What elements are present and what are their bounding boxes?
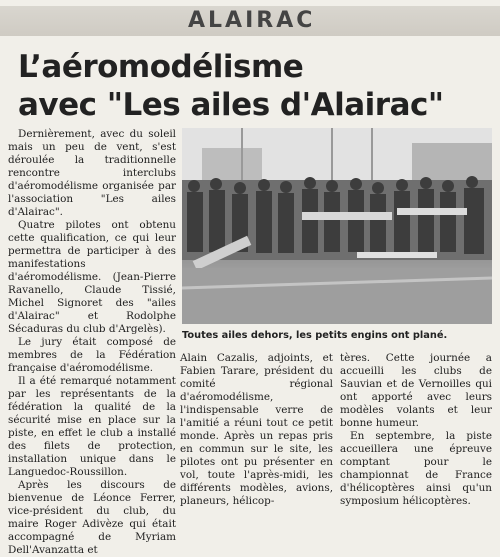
kicker-town: ALAIRAC bbox=[188, 8, 316, 33]
article-column-right bbox=[340, 352, 492, 508]
headline-line-2: avec "Les ailes d'Alairac" bbox=[18, 87, 444, 123]
headline bbox=[18, 48, 488, 124]
paragraph: Il a été remarqué notamment par les représentants de la fédération la qualité de la sécurité mise en place sur la piste, en effet le club a installé des filets de protection, installation unique dans le Languedoc-Roussillon. bbox=[8, 375, 176, 478]
paragraph: En septembre, la piste accueillera une épreuve comptant pour le championnat de France d'hélicoptères ainsi qu'un symposium hélicoptères. bbox=[340, 430, 492, 507]
paragraph: Quatre pilotes ont obtenu cette qualification, ce qui leur permettra de participer à des manifestations d'aéromodélisme. (Jean-Pierre Ravanello, Claude Tissié, Michel Signoret des "ailes d'Alairac" et Rodolphe Sécaduras du club d'Argelès). bbox=[8, 219, 176, 335]
paragraph: tères. Cette journée a accueilli les clubs de Sauvian et de Vernoilles qui ont apporté avec leurs modèles volants et leur bonne humeur. bbox=[340, 352, 492, 429]
photo-illustration bbox=[182, 128, 492, 324]
article-column-left bbox=[8, 128, 176, 557]
paragraph: Dernièrement, avec du soleil mais un peu de vent, s'est déroulée la traditionnelle rencontre interclubs d'aéromodélisme organisée par l'association "Les ailes d'Alairac". bbox=[8, 128, 176, 218]
paragraph: Après les discours de bienvenue de Léonce Ferrer, vice-président du club, du maire Roger Adivèze qui était accompagné de Myriam Dell'Avanzatta et bbox=[8, 479, 176, 556]
group-photo-image bbox=[182, 128, 492, 324]
headline-line-1: L’aéromodélisme bbox=[18, 49, 304, 85]
article-column-middle bbox=[180, 352, 333, 508]
paragraph: Le jury était composé de membres de la Fédération française d'aéromodélisme. bbox=[8, 336, 176, 374]
photo-caption: Toutes ailes dehors, les petits engins ont plané. bbox=[182, 330, 448, 341]
paragraph: Alain Cazalis, adjoints, et Fabien Tarare, président du comité régional d'aéromodélisme, l'indispensable verre de l'amitié a réuni tout ce petit monde. Après un repas pris en commun sur le site, les pilotes ont pu présenter en vol, toute l'après-midi, les différents modèles, avions, planeurs, hélicop- bbox=[180, 352, 333, 507]
